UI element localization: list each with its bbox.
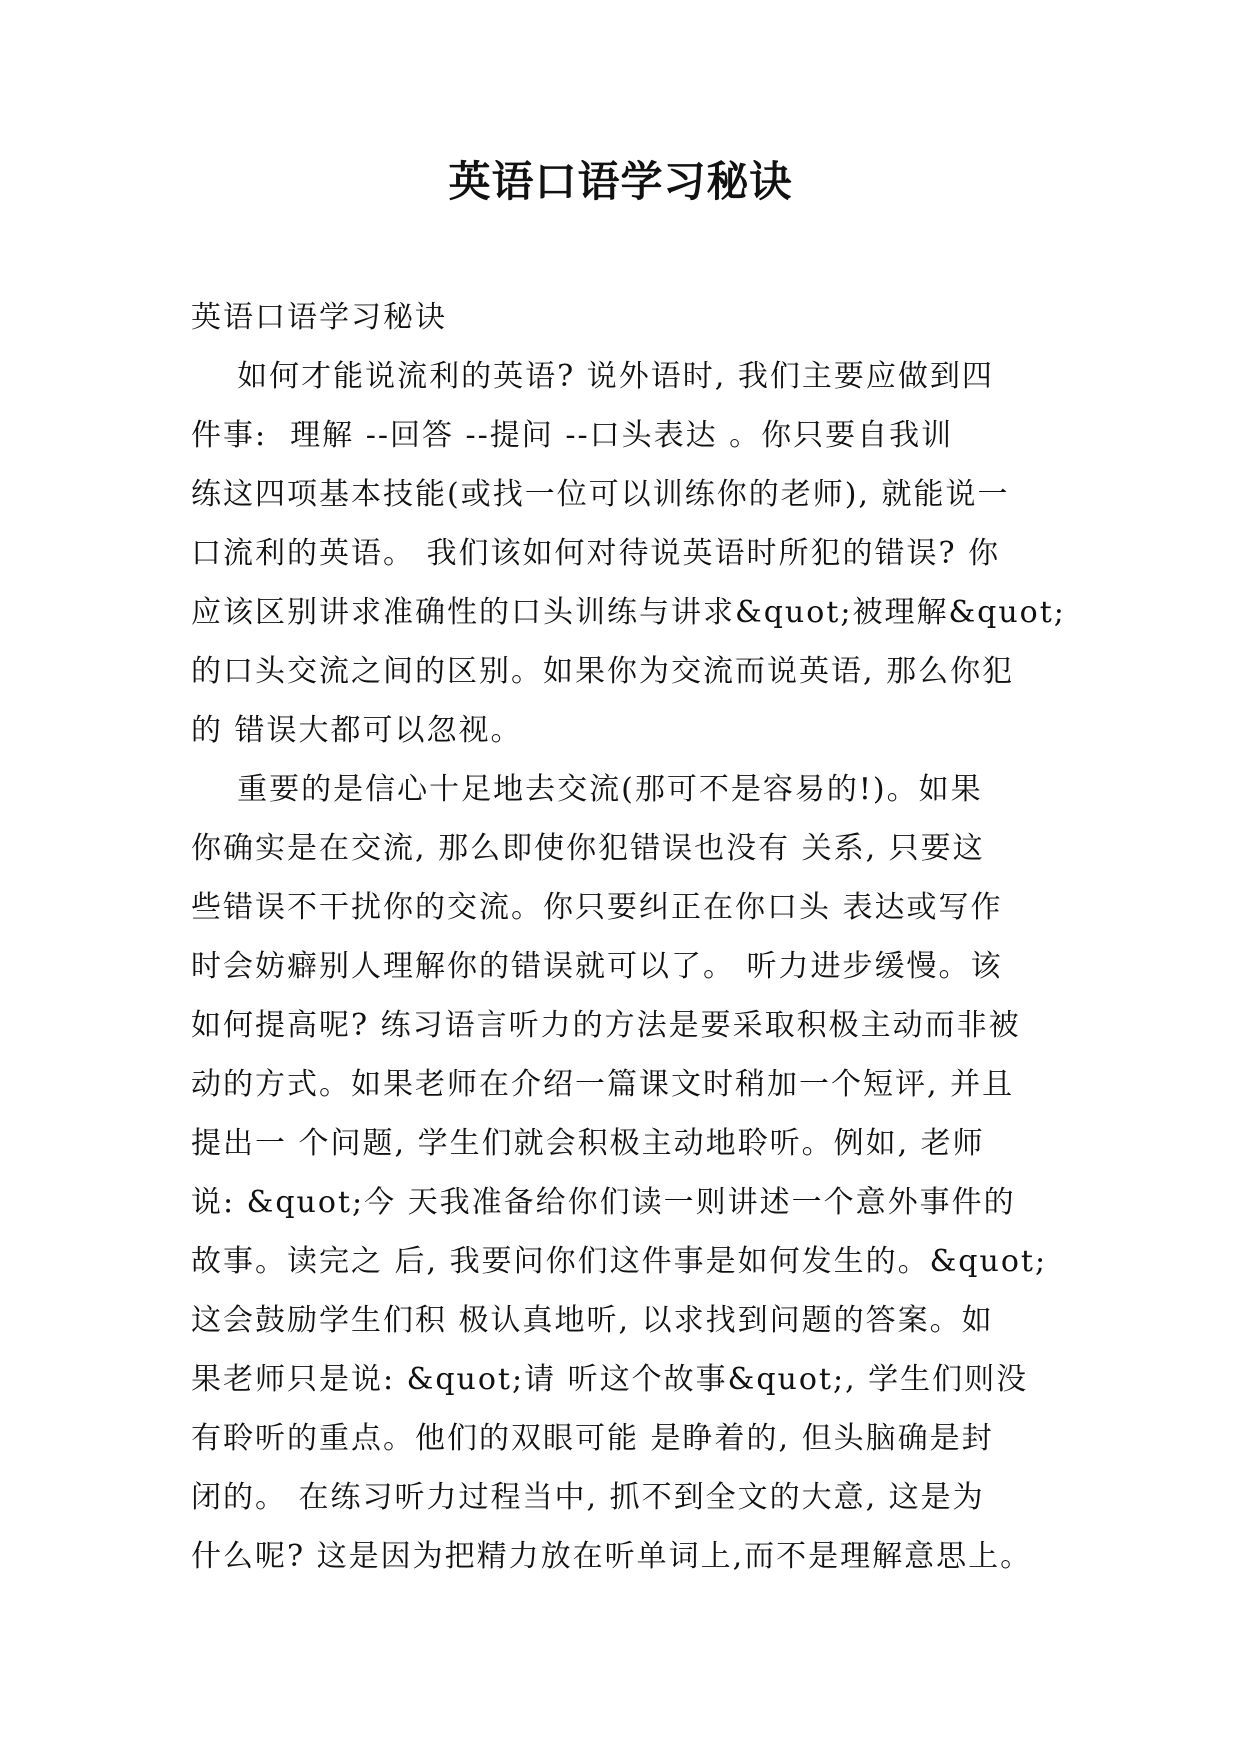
paragraph-line: 什么呢? 这是因为把精力放在听单词上,而不是理解意思上。 <box>191 1539 1033 1574</box>
paragraph-2 <box>191 760 1051 1586</box>
paragraph-line: 件事: 理解 --回答 --提问 --口头表达 。你只要自我训 <box>191 418 954 453</box>
paragraph-line: 这会鼓励学生们积 极认真地听, 以求找到问题的答案。如 <box>191 1303 994 1338</box>
paragraph-line: 有聆听的重点。他们的双眼可能 是睁着的, 但头脑确是封 <box>191 1421 994 1456</box>
paragraph-line: 闭的。 在练习听力过程当中, 抓不到全文的大意, 这是为 <box>191 1480 985 1515</box>
paragraph-line: 重要的是信心十足地去交流(那可不是容易的!)。如果 <box>191 772 983 807</box>
document-subtitle: 英语口语学习秘诀 <box>191 300 447 335</box>
paragraph-line: 应该区别讲求准确性的口头训练与讲求&quot;被理解&quot; <box>191 595 1066 630</box>
paragraph-line: 练这四项基本技能(或找一位可以训练你的老师), 就能说一 <box>191 477 1010 512</box>
paragraph-line: 些错误不干扰你的交流。你只要纠正在你口头 表达或写作 <box>191 890 1003 925</box>
paragraph-line: 时会妨癖别人理解你的错误就可以了。 听力进步缓慢。该 <box>191 949 1003 984</box>
paragraph-line: 说: &quot;今 天我准备给你们读一则讲述一个意外事件的 <box>191 1185 1016 1220</box>
paragraph-line: 如何提高呢? 练习语言听力的方法是要采取积极主动而非被 <box>191 1008 1021 1043</box>
paragraph-line: 果老师只是说: &quot;请 听这个故事&quot;, 学生们则没 <box>191 1362 1029 1397</box>
paragraph-line: 动的方式。如果老师在介绍一篇课文时稍加一个短评, 并且 <box>191 1067 1015 1102</box>
paragraph-line: 如何才能说流利的英语? 说外语时, 我们主要应做到四 <box>191 359 994 394</box>
paragraph-line: 口流利的英语。 我们该如何对待说英语时所犯的错误? 你 <box>191 536 1001 571</box>
paragraph-line: 故事。读完之 后, 我要问你们这件事是如何发生的。&quot; <box>191 1244 1048 1279</box>
paragraph-line: 你确实是在交流, 那么即使你犯错误也没有 关系, 只要这 <box>191 831 985 866</box>
paragraph-line: 提出一 个问题, 学生们就会积极主动地聆听。例如, 老师 <box>191 1126 985 1161</box>
paragraph-line: 的口头交流之间的区别。如果你为交流而说英语, 那么你犯 <box>191 654 1015 689</box>
document-body <box>191 288 1066 1586</box>
paragraph-line: 的 错误大都可以忽视。 <box>191 713 523 748</box>
paragraph-1 <box>191 347 1066 760</box>
document-title: 英语口语学习秘诀 <box>448 157 793 206</box>
